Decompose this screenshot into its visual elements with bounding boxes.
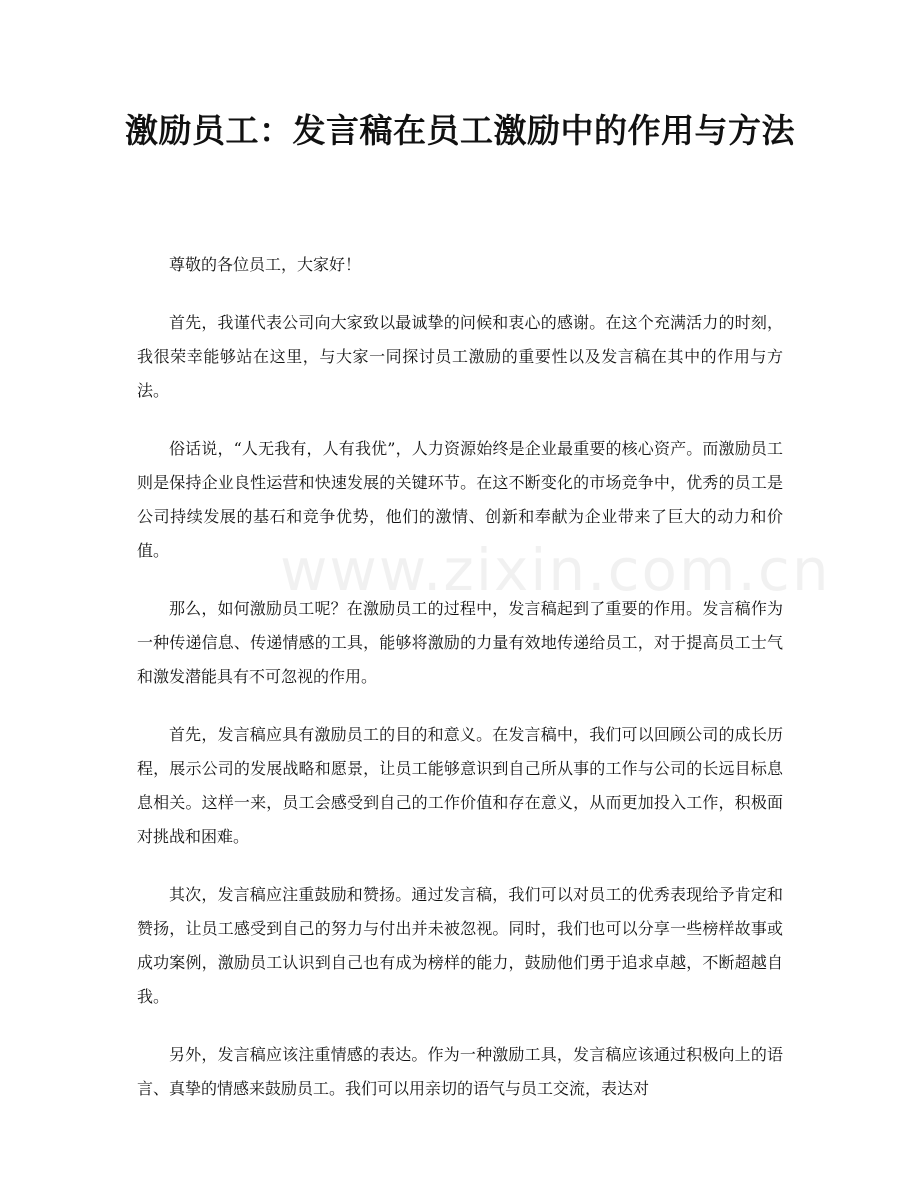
paragraph: 首先，我谨代表公司向大家致以最诚挚的问候和衷心的感谢。在这个充满活力的时刻，我很荣幸能够站在这里，与大家一同探讨员工激励的重要性以及发言稿在其中的作用与方法。	[137, 313, 783, 400]
paragraph: 俗话说，“人无我有，人有我优”，人力资源始终是企业最重要的核心资产。而激励员工则是保持企业良性运营和快速发展的关键环节。在这不断变化的市场竞争中，优秀的员工是公司持续发展的基石和竞争优势，他们的激情、创新和奉献为企业带来了巨大的动力和价值。	[137, 439, 783, 560]
paragraph: 其次，发言稿应注重鼓励和赞扬。通过发言稿，我们可以对员工的优秀表现给予肯定和赞扬，让员工感受到自己的努力与付出并未被忽视。同时，我们也可以分享一些榜样故事或成功案例，激励员工认识到自己也有成为榜样的能力，鼓励他们勇于追求卓越，不断超越自我。	[137, 885, 783, 1006]
paragraph: 那么，如何激励员工呢？在激励员工的过程中，发言稿起到了重要的作用。发言稿作为一种传递信息、传递情感的工具，能够将激励的力量有效地传递给员工，对于提高员工士气和激发潜能具有不可忽视的作用。	[137, 599, 783, 686]
paragraph-greeting: 尊敬的各位员工，大家好！	[169, 255, 362, 274]
watermark: www.zixin.com.cn	[280, 536, 831, 604]
document-title: 激励员工：发言稿在员工激励中的作用与方法	[125, 111, 795, 150]
document-body	[137, 248, 831, 1130]
paragraph: 另外，发言稿应该注重情感的表达。作为一种激励工具，发言稿应该通过积极向上的语言、真挚的情感来鼓励员工。我们可以用亲切的语气与员工交流，表达对	[137, 1045, 783, 1098]
paragraph: 首先，发言稿应具有激励员工的目的和意义。在发言稿中，我们可以回顾公司的成长历程，展示公司的发展战略和愿景，让员工能够意识到自己所从事的工作与公司的长远目标息息相关。这样一来，员工会感受到自己的工作价值和存在意义，从而更加投入工作，积极面对挑战和困难。	[137, 725, 783, 846]
